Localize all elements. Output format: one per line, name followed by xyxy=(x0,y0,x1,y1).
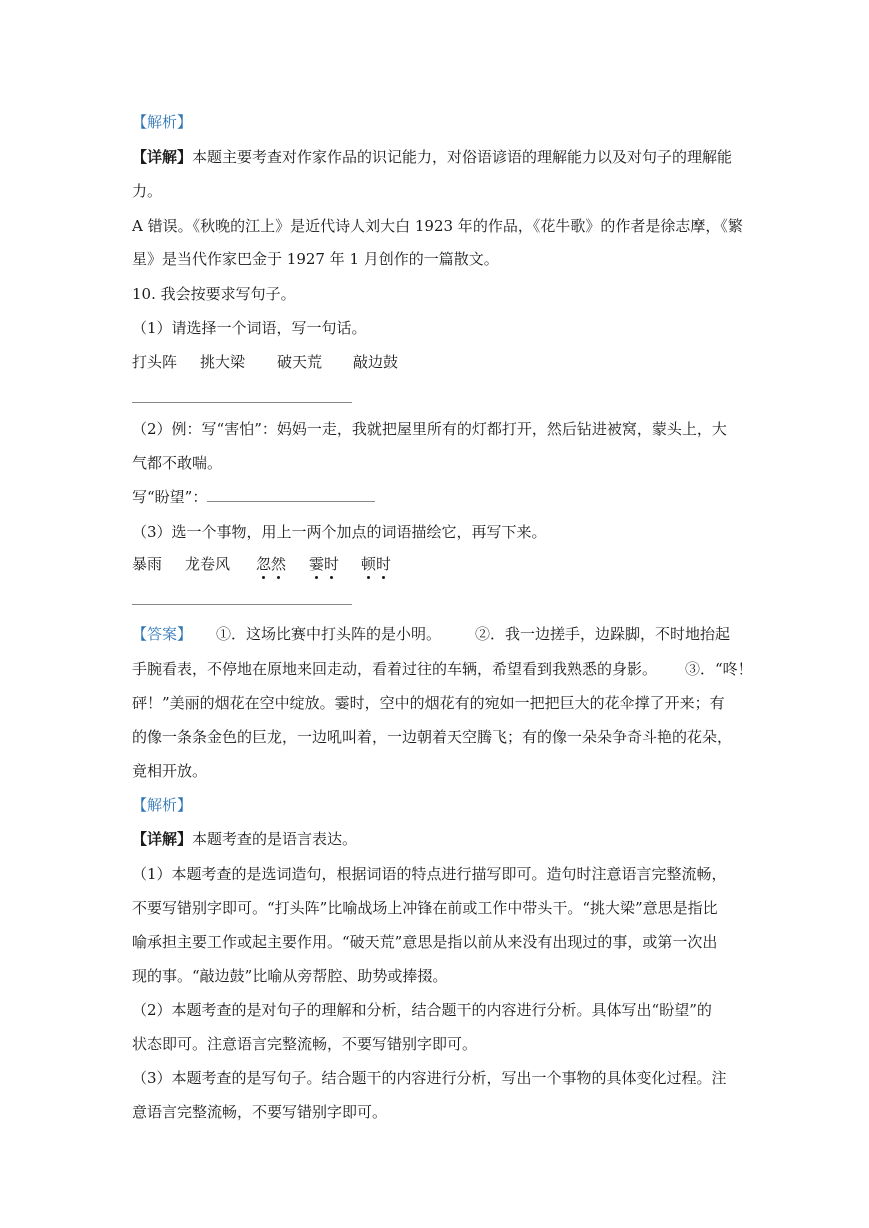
option-a-line: A 错误。《秋晚的江上》是近代诗人刘大白 1923 年的作品，《花牛歌》的作者是徐志摩，《繁 xyxy=(132,217,743,235)
answer-blank-line xyxy=(132,604,352,605)
answer-line: 砰！”美丽的烟花在空中绽放。霎时，空中的烟花有的宛如一把把巨大的花伞撑了开来；有 xyxy=(132,694,725,712)
answer-item-2: ②．我一边搓手，边跺脚，不时地抬起 xyxy=(475,625,731,643)
answer-item-1: ①．这场比赛中打头阵的是小明。 xyxy=(216,625,442,643)
emphasis-char: 然 xyxy=(271,555,287,573)
emphasis-char: 顿 xyxy=(361,555,377,573)
answer-tag: 【答案】 xyxy=(132,625,193,643)
dotted-word xyxy=(256,554,286,574)
detail-tag: 【详解】 xyxy=(132,830,193,848)
word-option: 龙卷风 xyxy=(185,555,231,573)
part1-word-list xyxy=(132,352,532,372)
answer-blank xyxy=(207,487,375,502)
word-option: 暴雨 xyxy=(132,555,163,573)
analysis-tag: 【解析】 xyxy=(132,796,193,814)
detail-paragraph-line xyxy=(132,147,732,167)
word-option: 挑大梁 xyxy=(200,353,246,371)
explanation-line: （2）本题考查的是对句子的理解和分析，结合题干的内容进行分析。具体写出“盼望”的 xyxy=(132,1001,712,1019)
emphasis-char: 忽 xyxy=(256,555,272,573)
dotted-word xyxy=(361,554,391,574)
explanation-line: 意语言完整流畅，不要写错别字即可。 xyxy=(132,1103,388,1121)
explanation-line: （3）本题考查的是写句子。结合题干的内容进行分析，写出一个事物的具体变化过程。注 xyxy=(132,1069,727,1087)
answer-line: 的像一条条金色的巨龙，一边吼叫着，一边朝着天空腾飞；有的像一朵朵争奇斗艳的花朵， xyxy=(132,728,733,746)
question-title: 10. 我会按要求写句子。 xyxy=(132,285,296,303)
detail-tag: 【详解】 xyxy=(132,148,193,166)
answer-blank-line xyxy=(132,402,352,403)
emphasis-char: 时 xyxy=(324,555,340,573)
part3-word-list xyxy=(132,554,532,578)
detail-text: 本题主要考查对作家作品的识记能力，对俗语谚语的理解能力以及对句子的理解能 xyxy=(192,148,733,166)
part3-prompt: （3）选一个事物，用上一两个加点的词语描绘它，再写下来。 xyxy=(132,523,547,541)
part1-prompt: （1）请选择一个词语，写一句话。 xyxy=(132,319,367,337)
option-a-line: 星》是当代作家巴金于 1927 年 1 月创作的一篇散文。 xyxy=(132,250,499,268)
word-option: 破天荒 xyxy=(277,353,323,371)
emphasis-char: 霎 xyxy=(309,555,325,573)
word-option: 敲边鼓 xyxy=(353,353,399,371)
answer-line xyxy=(132,659,753,679)
part2-example-line: 气都不敢喘。 xyxy=(132,454,223,472)
analysis-tag: 【解析】 xyxy=(132,113,193,131)
word-option: 打头阵 xyxy=(132,353,178,371)
explanation-line: 状态即可。注意语言完整流畅，不要写错别字即可。 xyxy=(132,1035,478,1053)
answer-item-3: ③．“咚！ xyxy=(685,660,753,678)
detail-intro-line xyxy=(132,829,357,849)
write-label: 写“盼望”： xyxy=(132,488,208,506)
answer-line xyxy=(132,624,730,644)
dotted-word xyxy=(309,554,339,574)
explanation-line: 不要写错别字即可。“打头阵”比喻战场上冲锋在前或工作中带头干。“挑大梁”意思是指比 xyxy=(132,899,718,917)
explanation-line: 喻承担主要工作或起主要作用。“破天荒”意思是指以前从来没有出现过的事，或第一次出 xyxy=(132,933,718,951)
part2-write-line xyxy=(132,487,375,507)
emphasis-char: 时 xyxy=(376,555,392,573)
detail-text: 本题考查的是语言表达。 xyxy=(192,830,358,848)
explanation-line: 现的事。“敲边鼓”比喻从旁帮腔、助势或捧掇。 xyxy=(132,967,448,985)
detail-paragraph-line: 力。 xyxy=(132,182,163,200)
explanation-line: （1）本题考查的是选词造句，根据词语的特点进行描写即可。造句时注意语言完整流畅， xyxy=(132,865,727,883)
answer-line: 竟相开放。 xyxy=(132,762,208,780)
answer-item-2-cont: 手腕看表，不停地在原地来回走动，看着过往的车辆，希望看到我熟悉的身影。 xyxy=(132,660,658,678)
part2-example-line: （2）例：写“害怕”：妈妈一走，我就把屋里所有的灯都打开，然后钻进被窝，蒙头上，大 xyxy=(132,420,727,438)
